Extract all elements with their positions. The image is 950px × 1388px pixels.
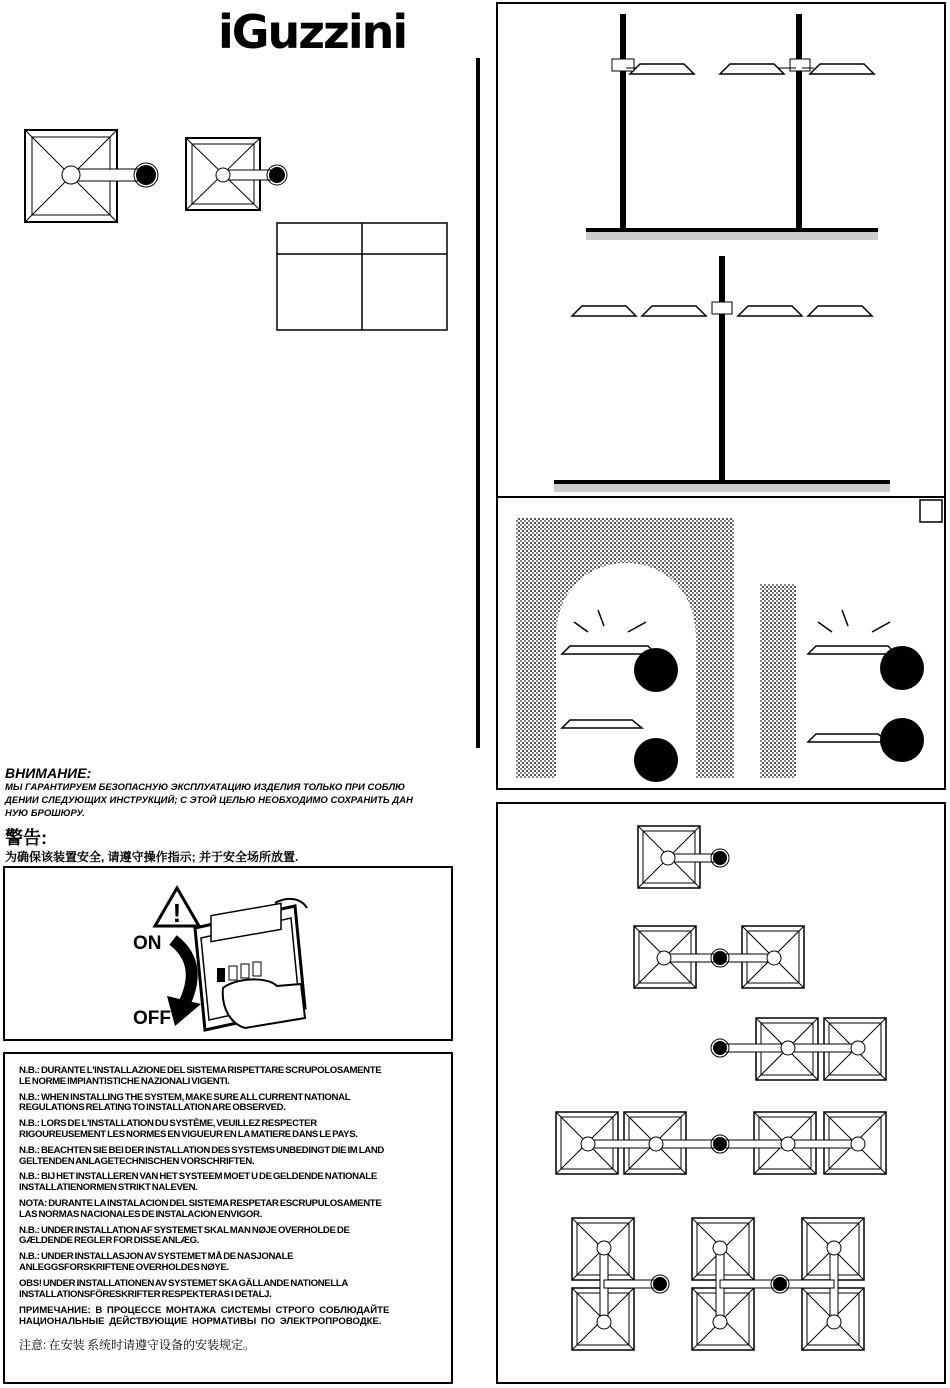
lamp-plan-views — [20, 125, 300, 225]
note-fr: N.B.: LORS DE L'INSTALLATION DU SYSTÈME, VEUILLEZ RESPECTER RIGOUREUSEMENT LES NORMES EN VIGUEUR EN LA MATIERE DANS LE PAYS. — [19, 1118, 358, 1140]
switch-off-label: OFF — [133, 1008, 171, 1029]
note-it: N.B.: DURANTE L'INSTALLAZIONE DEL SISTEMA RISPETTARE SCRUPOLOSAMENTE LE NORME IMPIANTISTICHE NAZIONALI VIGENTI. — [19, 1065, 382, 1087]
warning-cn-text: 为确保该装置安全, 请遵守操作指示; 并于安全场所放置. — [5, 850, 299, 864]
note-da: N.B.: UNDER INSTALLATION AF SYSTEMET SKAL MAN NØJE OVERHOLDE DE GÆLDENDE REGLER FOR DISSE ANLÆG. — [19, 1224, 350, 1247]
wall-mount-panel — [496, 496, 946, 790]
switch-drawing — [5, 868, 451, 1039]
configurations-drawing — [498, 804, 944, 1382]
note-de: N.B.: BEACHTEN SIE BEI DER INSTALLATION DES SYSTEMS UNBEDINGT DIE IM LAND GELTENDEN ANLAGETECHNISCHEN VORSCHRIFTEN. — [19, 1144, 384, 1167]
pole-elevation-drawing — [498, 4, 944, 496]
pole-elevation-panel — [496, 2, 946, 498]
installation-notes — [3, 1052, 453, 1384]
warning-ru-line1: МЫ ГАРАНТИРУЕМ БЕЗОПАСНУЮ ЭКСПЛУАТАЦИЮ ИЗДЕЛИЯ ТОЛЬКО ПРИ СОБЛЮ — [5, 782, 406, 793]
warning-cn-title: 警告: — [5, 828, 47, 848]
warning-ru-title: ВНИМАНИЕ: — [5, 765, 92, 781]
switch-off-illustration — [3, 866, 453, 1041]
spec-table — [276, 222, 450, 334]
configurations-panel — [496, 802, 946, 1384]
column-divider — [476, 58, 480, 748]
switch-on-label: ON — [133, 933, 162, 954]
wall-mount-drawing — [498, 498, 944, 788]
warning-ru-line2: ДЕНИИ СЛЕДУЮЩИХ ИНСТРУКЦИЙ; С ЭТОЙ ЦЕЛЬЮ НЕОБХОДИМО СОХРАНИТЬ ДАН — [5, 795, 413, 806]
lamp-plan-large — [25, 130, 158, 222]
note-es: NOTA: DURANTE LA INSTALACION DEL SISTEMA RESPETAR ESCRUPULOSAMENTE LAS NORMAS NACIONALES DE INSTALACION ENVIGOR. — [19, 1197, 382, 1220]
note-sv: OBS! UNDER INSTALLATIONEN AV SYSTEMET SKA GÄLLANDE NATIONELLA INSTALLATIONSFÖRESKRIFTER RESPEKTERAS I DETALJ. — [19, 1277, 348, 1300]
note-nl: N.B.: BIJ HET INSTALLEREN VAN HET SYSTEEM MOET U DE GELDENDE NATIONALE INSTALLATIENORMEN STRIKT NALEVEN. — [19, 1171, 377, 1194]
lamp-plan-small — [186, 138, 287, 210]
note-en: N.B.: WHEN INSTALLING THE SYSTEM, MAKE SURE ALL CURRENT NATIONAL REGULATIONS RELATING TO INSTALLATION ARE OBSERVED. — [19, 1091, 351, 1114]
svg-text:!: ! — [172, 898, 182, 928]
note-ru: ПРИМЕЧАНИЕ: В ПРОЦЕССЕ МОНТАЖА СИСТЕМЫ СТРОГО СОБЛЮДАЙТЕ НАЦИОНАЛЬНЫЕ ДЕЙСТВУЮЩИЕ НОРМАТИВЫ ПО ЭЛЕКТРОПРОВОДКЕ. — [19, 1305, 390, 1328]
brand-logo: iGuzzini — [218, 5, 407, 59]
note-cn: 注意: 在安装 系统时请遵守设备的安装规定。 — [19, 1337, 256, 1352]
warning-ru-line3: НУЮ БРОШЮРУ. — [5, 808, 85, 819]
note-no: N.B.: UNDER INSTALLASJON AV SYSTEMET MÅ DE NASJONALE ANLEGGSFORSKRIFTENE OVERHOLDES NØYE. — [19, 1251, 294, 1273]
